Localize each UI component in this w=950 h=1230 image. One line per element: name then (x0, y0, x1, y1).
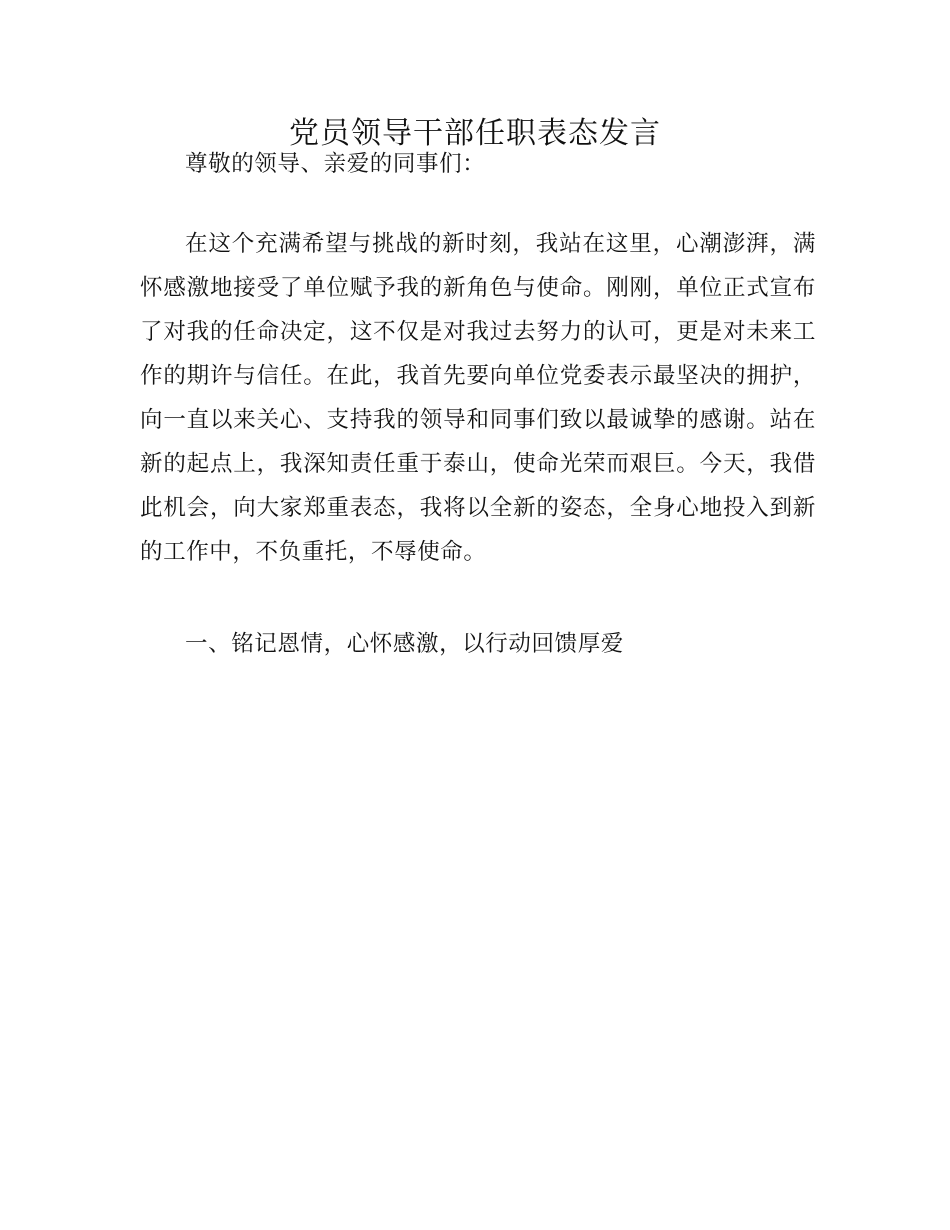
document-title: 党员领导干部任职表态发言 (289, 116, 661, 151)
section-heading: 一、铭记恩情，心怀感激，以行动回馈厚爱 (185, 631, 624, 657)
body-paragraph: 在这个充满希望与挑战的新时刻，我站在这里，心潮澎湃，满怀感激地接受了单位赋予我的新角色与使命。刚刚，单位正式宣布了对我的任命决定，这不仅是对我过去努力的认可，更是对未来工作的期许与信任。在此，我首先要向单位党委表示最坚决的拥护，向一直以来关心、支持我的领导和同事们致以最诚挚的感谢。站在新的起点上，我深知责任重于泰山，使命光荣而艰巨。今天，我借此机会，向大家郑重表态，我将以全新的姿态，全身心地投入到新的工作中，不负重托，不辱使命。 (140, 231, 816, 565)
greeting-line: 尊敬的领导、亲爱的同事们： (185, 151, 486, 177)
